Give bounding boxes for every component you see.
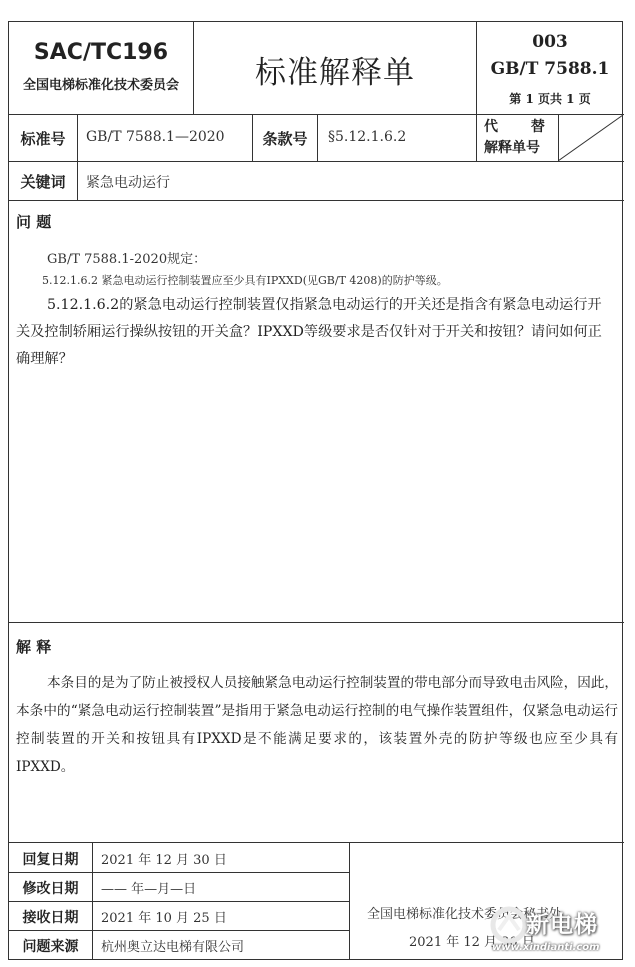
reply-date-value: 2021 年 12 月 30 日 bbox=[101, 853, 227, 868]
standard-number-value: GB/T 7588.1—2020 bbox=[86, 129, 225, 145]
question-source-value: 杭州奥立达电梯有限公司 bbox=[101, 940, 245, 955]
replace-label bbox=[484, 117, 556, 159]
serial-number: 003 bbox=[532, 32, 568, 52]
question-standard-ref: GB/T 7588.1-2020规定： bbox=[47, 252, 207, 267]
question-clause-quote: 5.12.1.6.2 紧急电动运行控制装置应至少具有IPXXD(见GB/T 4208)的防护等级。 bbox=[42, 274, 448, 287]
org-code: SAC/TC196 bbox=[33, 40, 169, 65]
keyword-label: 关键词 bbox=[20, 173, 66, 191]
question-source-label: 问题来源 bbox=[22, 939, 79, 955]
standard-code: GB/T 7588.1 bbox=[490, 59, 610, 79]
signature-date: 2021 年 12 月 30 日 bbox=[409, 935, 535, 950]
answer-body: 本条目的是为了防止被授权人员接触紧急电动运行控制装置的带电部分而导致电击风险，因此，本条中的“紧急电动运行控制装置”是指用于紧急电动运行控制的电气操作装置组件，仅紧急电动运行控制装置的开关和按钮具有IPXXD是不能满足要求的，该装置外壳的防护等级也应至少具有IPXXD。 bbox=[16, 675, 618, 775]
clause-number-label: 条款号 bbox=[262, 130, 308, 148]
question-title: 问 题 bbox=[16, 213, 52, 231]
modify-date-value: —— 年—月—日 bbox=[101, 882, 197, 897]
watermark-url: www.xindianti.com bbox=[492, 942, 600, 953]
receive-date-label: 接收日期 bbox=[22, 910, 79, 926]
replace-label-line2: 解释单号 bbox=[484, 140, 540, 156]
org-name: 全国电梯标准化技术委员会 bbox=[22, 78, 179, 93]
modify-date-label: 修改日期 bbox=[22, 881, 79, 897]
elevator-logo-icon bbox=[490, 906, 528, 944]
clause-number-value: §5.12.1.6.2 bbox=[328, 129, 407, 145]
standard-number-label: 标准号 bbox=[20, 130, 66, 148]
empty-cell-diagonal bbox=[558, 114, 624, 162]
keyword-value: 紧急电动运行 bbox=[86, 175, 170, 191]
watermark-logo bbox=[488, 904, 628, 962]
answer-title: 解 释 bbox=[16, 638, 52, 656]
watermark-text: 新电梯 bbox=[526, 912, 598, 938]
secretariat-name: 全国电梯标准化技术委员会秘书处 bbox=[367, 907, 563, 922]
replace-label-line1: 代 替 bbox=[484, 119, 545, 135]
page-info: 第 1 页共 1 页 bbox=[509, 92, 591, 106]
question-body: 5.12.1.6.2的紧急电动运行控制装置仅指紧急电动运行的开关还是指含有紧急电动运行开关及控制轿厢运行操纵按钮的开关盒？IPXXD等级要求是否仅针对于开关和按钮？请问如何正确理解？ bbox=[16, 297, 602, 367]
document-title: 标准解释单 bbox=[255, 55, 415, 91]
receive-date-value: 2021 年 10 月 25 日 bbox=[101, 911, 227, 926]
reply-date-label: 回复日期 bbox=[22, 852, 79, 868]
